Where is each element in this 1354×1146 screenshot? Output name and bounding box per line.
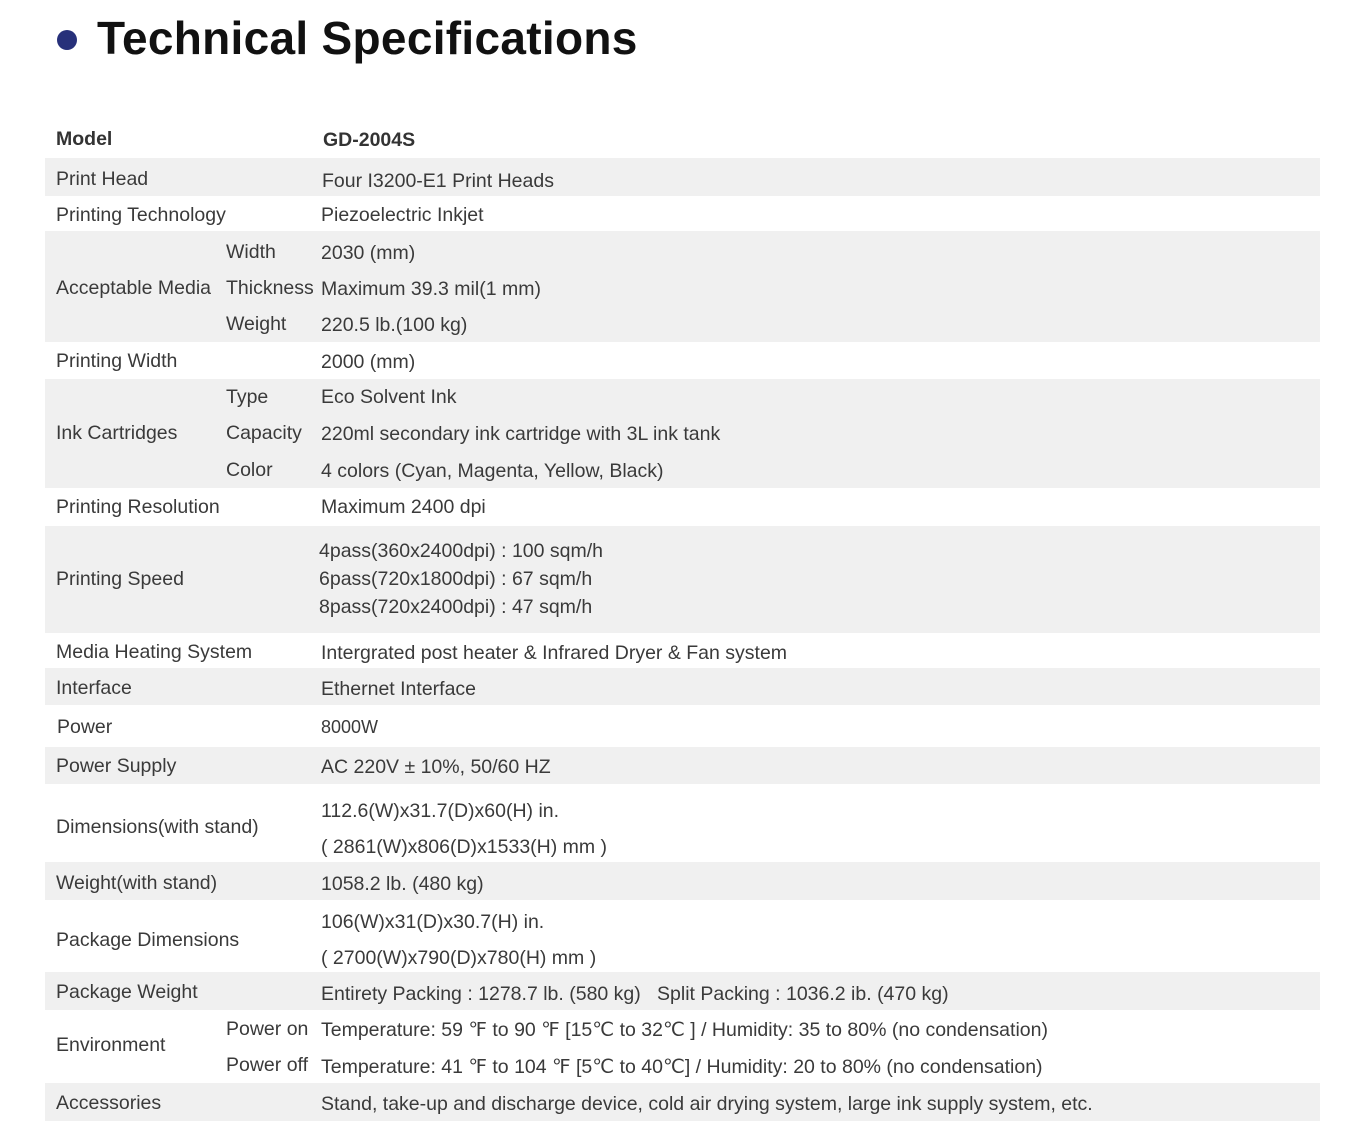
spec-label: Interface [56, 677, 132, 699]
spec-value: 6pass(720x1800dpi) : 67 sqm/h [319, 568, 593, 590]
spec-sublabel: Thickness [226, 277, 314, 299]
spec-row-print-head [45, 158, 1320, 196]
spec-label: Printing Resolution [56, 496, 220, 518]
spec-value: Entirety Packing : 1278.7 lb. (580 kg) Split Packing : 1036.2 ib. (470 kg) [321, 983, 949, 1005]
spec-sublabel: Type [226, 386, 269, 408]
spec-label: Print Head [56, 168, 149, 190]
spec-value: Eco Solvent Ink [321, 386, 457, 408]
header-label: Model [56, 128, 113, 150]
spec-row-media-heating [45, 633, 1320, 668]
spec-row-ink-cartridges [45, 379, 1320, 488]
page-title [57, 8, 638, 68]
spec-label: Accessories [56, 1092, 162, 1114]
spec-row-interface [45, 668, 1320, 705]
spec-row-power-supply [45, 747, 1320, 784]
spec-value: Ethernet Interface [321, 678, 477, 700]
spec-row-weight [45, 862, 1320, 900]
spec-row-package-weight [45, 972, 1320, 1010]
spec-sublabel: Capacity [226, 422, 302, 444]
spec-row-acceptable-media [45, 231, 1320, 342]
spec-value: 106(W)x31(D)x30.7(H) in. [321, 911, 545, 933]
spec-value: 220.5 lb.(100 kg) [321, 314, 468, 336]
spec-row-environment [45, 1010, 1320, 1083]
spec-label: Media Heating System [56, 641, 253, 663]
spec-sublabel: Weight [226, 313, 287, 335]
spec-label: Ink Cartridges [56, 422, 178, 444]
header-row [45, 120, 1320, 158]
spec-value: 220ml secondary ink cartridge with 3L ink tank [321, 423, 721, 445]
spec-value: AC 220V ± 10%, 50/60 HZ [321, 756, 551, 778]
spec-label: Printing Speed [56, 568, 184, 590]
spec-value: 4 colors (Cyan, Magenta, Yellow, Black) [321, 460, 664, 482]
spec-label: Printing Width [56, 350, 178, 372]
spec-row-dimensions [45, 784, 1320, 862]
spec-value: 2000 (mm) [321, 351, 416, 373]
header-value: GD-2004S [323, 129, 416, 151]
spec-row-printing-technology [45, 196, 1320, 231]
spec-value: Four I3200-E1 Print Heads [322, 170, 554, 192]
spec-label: Power [57, 716, 113, 738]
spec-sublabel: Power off [226, 1054, 309, 1076]
spec-row-power [45, 705, 1320, 747]
spec-row-printing-resolution [45, 488, 1320, 526]
spec-value: 8pass(720x2400dpi) : 47 sqm/h [319, 596, 593, 618]
bullet-icon [57, 30, 77, 50]
spec-row-printing-speed [45, 526, 1320, 633]
spec-row-accessories [45, 1083, 1320, 1121]
spec-label: Package Dimensions [56, 929, 240, 951]
spec-value: Maximum 2400 dpi [321, 496, 486, 518]
spec-value: Temperature: 59 ℉ to 90 ℉ [15℃ to 32℃ ] / Humidity: 35 to 80% (no condensation) [321, 1019, 1048, 1041]
spec-label: Acceptable Media [56, 277, 212, 299]
spec-value: Stand, take-up and discharge device, cold air drying system, large ink supply system, etc. [321, 1093, 1093, 1115]
spec-label: Weight(with stand) [56, 872, 218, 894]
spec-value: Piezoelectric Inkjet [321, 204, 484, 226]
spec-value: 112.6(W)x31.7(D)x60(H) in. [321, 800, 560, 822]
spec-value: 2030 (mm) [321, 242, 416, 264]
spec-value: Intergrated post heater & Infrared Dryer & Fan system [321, 642, 788, 664]
spec-row-printing-width [45, 342, 1320, 379]
spec-value: 4pass(360x2400dpi) : 100 sqm/h [319, 540, 604, 562]
spec-row-package-dimensions [45, 900, 1320, 972]
spec-sublabel: Width [226, 241, 276, 263]
spec-label: Dimensions(with stand) [56, 816, 259, 838]
spec-value: 8000W [321, 717, 379, 737]
spec-label: Power Supply [56, 755, 177, 777]
spec-value: ( 2700(W)x790(D)x780(H) mm ) [321, 947, 597, 969]
spec-label: Package Weight [56, 981, 198, 1003]
spec-sublabel: Color [226, 459, 273, 481]
spec-label: Printing Technology [56, 204, 226, 226]
spec-value: Maximum 39.3 mil(1 mm) [321, 278, 541, 300]
title-text: Technical Specifications [97, 12, 638, 64]
spec-value: Temperature: 41 ℉ to 104 ℉ [5℃ to 40℃] / Humidity: 20 to 80% (no condensation) [321, 1056, 1043, 1078]
spec-label: Environment [56, 1034, 166, 1056]
spec-sublabel: Power on [226, 1018, 309, 1040]
spec-value: 1058.2 lb. (480 kg) [321, 873, 484, 895]
spec-value: ( 2861(W)x806(D)x1533(H) mm ) [321, 836, 608, 858]
